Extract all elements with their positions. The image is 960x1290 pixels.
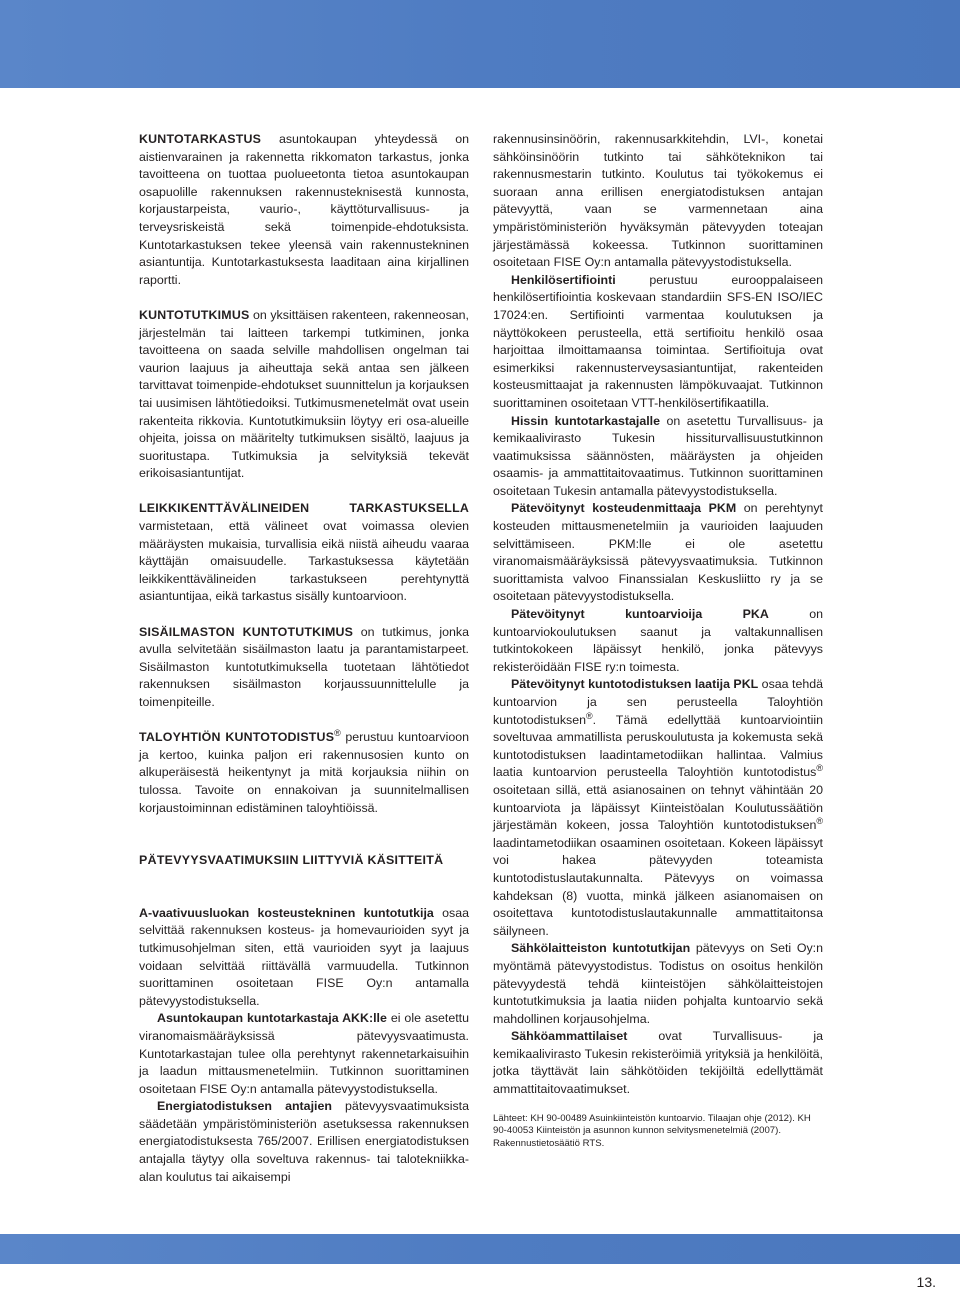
top-color-band xyxy=(0,0,960,88)
section-heading: PÄTEVYYSVAATIMUKSIIN LIITTYVIÄ KÄSITTEITÄ xyxy=(139,853,444,868)
paragraph-text: . Tämä edellyttää kuntoarviointiin soveltuvaa ammatillista peruskoulutusta ja kokemusta sekä kuntotodistuksen laadintametodiikan hallintaa. Valmius laatia kuntoarvion perusteella Taloyhtiön kuntotodistus xyxy=(493,712,823,780)
term-a-vaativuus: A-vaativuusluokan kosteustekninen kuntotutkija xyxy=(139,905,434,920)
paragraph-sisailmasto xyxy=(139,624,469,712)
right-column xyxy=(493,131,823,1151)
term-pka: Pätevöitynyt kuntoarvioija PKA xyxy=(511,607,769,622)
paragraph-text: ei ole asetettu viranomaismääräyksissä pätevyysvaatimusta. Kuntotarkastajan tulee olla perehtynyt rakennetarkaisuihin ja laadun mittausmenetelmiin. Tutkinnon suorittaminen osoitetaan FISE Oy:n antamalla pätevyystodistuksella. xyxy=(139,1011,470,1096)
paragraph-text: pätevyys on Seti Oy:n myöntämä pätevyystodistus. Todistus on osoitus henkilön pätevyydestä tehdä kiinteistöjen sähkölaitteistojen kuntotutkimuksia ja laatia niiden pohjalta kuntoarvio sekä mahdollinen korjausohjelma. xyxy=(493,941,823,1026)
paragraph-text: on perehtynyt kosteuden mittausmenetelmiin ja vaurioiden laajuuden selvittämiseen. PKM:lle ei ole asetettu viranomaismääräyksissä pätevyysvaatimuksia. Tutkinnon suorittamista valvoo Finanssialan Keskusliitto ry ja se osoitetaan pätevyystodistuksella. xyxy=(493,501,824,604)
paragraph-energiatodistus xyxy=(139,1098,469,1186)
term-kuntotutkimus: KUNTOTUTKIMUS xyxy=(139,307,250,322)
paragraph-text: osoitetaan sillä, että asianosainen on tehnyt vähintään 20 kuntoarviota ja läpäissyt Kiinteistöalan Koulutussäätiön järjestämän kokeen, jossa Taloyhtiön kuntotodistuksen xyxy=(493,782,823,833)
paragraph-text: on yksittäisen rakenteen, rakenneosan, järjestelmän tai laitteen tarkempi tutkiminen, jonka tavoitteena on saada selville mahdollisen ongelman tai vaurion laajuus ja aiheuttaja sekä antaa sen jälkeen tarvittavat toimenpide-ehdotukset suunnittelun ja korjauksen tai uusimisen lähtötiedoiksi. Tutkimusmenetelmät ovat usein rakenteita rikkovia. Kuntotutkimuksiin löytyy eri osa-alueille ohjeita, joissa on määritelty tutkimuksen sisältö, laajuus ja suoritustapa. Tutkimuksia ja selvityksiä tekevät erikoisasiantuntijat. xyxy=(139,307,469,481)
paragraph-kuntotutkimus xyxy=(139,307,469,483)
registered-mark: ® xyxy=(816,816,823,827)
paragraph-text: ovat Turvallisuus- ja kemikaalivirasto Tukesin rekisteröimiä yrityksiä ja henkilöitä, jotka täyttävät lain sähkötöiden tekijöiltä edellyttämät ammattitaitovaatimukset. xyxy=(493,1029,823,1097)
paragraph-text: osaa selvittää rakennuksen kosteus- ja homevaurioiden syyt ja tutkimusohjelman siten, että vaurioiden syyt ja laajuus voidaan selvittää riittävällä varmuudella. Tutkinnon suorittaminen osoitetaan FISE Oy:n antamalla pätevyystodistuksella. xyxy=(139,905,470,1008)
registered-mark: ® xyxy=(334,728,341,739)
term-akk: Asuntokaupan kuntotarkastaja AKK:lle xyxy=(157,1011,387,1026)
page-number: 13. xyxy=(916,1274,936,1290)
paragraph-text: on tutkimus, jonka avulla selvitetään sisäilmaston laatu ja parantamistarpeet. Sisäilmaston kuntotutkimuksella tuotetaan lähtötiedot rakennuksen sisäilmaston korjaussuunnittelulle ja toimenpiteille. xyxy=(139,624,469,709)
term-pkl: Pätevöitynyt kuntotodistuksen laatija PKL xyxy=(511,677,759,692)
paragraph-text: perustuu eurooppalaiseen henkilösertifiointia koskevaan standardiin SFS-EN ISO/IEC 17024:en. Sertifiointi varmentaa koulutuksen ja näyttökokeen perusteella, että sertifioitu henkilö osaa harjoittaa ilmoittamaansa toimintaa. Sertifioituja ovat esimerkiksi rakennusterveysasiantuntijat, rakenteiden kosteusmittaajat ja rakennusten lämpökuvaajat. Tutkinnon suorittaminen osoitetaan VTT-henkilösertifikaatilla. xyxy=(493,272,823,410)
term-henkilosertifiointi: Henkilösertifiointi xyxy=(511,272,616,287)
term-leikkikentta: LEIKKIKENTTÄVÄLINEIDEN TARKASTUKSELLA xyxy=(139,501,469,516)
paragraph-text: pätevyysvaatimuksista säädetään ympäristöministeriön asetuksessa rakennuksen energiatodistuksesta 765/2007. Erillisen energiatodistuksen antajalla täytyy olla soveltuva rakennus- tai talotekniikka-alan koulutus tai aikaisempi xyxy=(139,1099,469,1184)
paragraph-text: on asetettu Turvallisuus- ja kemikaalivirasto Tukesin hissiturvallisuustutkinnon vaatimuksissa säännösten, määräysten ja ohjeiden osaamis- ja ammattitaitovaatimus. Tutkinnon suorittaminen osoitetaan Tukesin antamalla pätevyystodistuksella. xyxy=(493,413,823,498)
paragraph-sahkolaitteisto xyxy=(493,940,823,1028)
term-kuntotarkastus: KUNTOTARKASTUS xyxy=(139,132,262,146)
paragraph-text: osaa tehdä kuntoarvion ja sen perusteella Taloyhtiön kuntotodistuksen xyxy=(493,677,824,727)
paragraph-continuation: rakennusinsinöörin, rakennusarkkitehdin, LVI-, konetai sähköinsinöörin tutkinto tai sähköteknikon tai rakennusmestarin tutkinto. Koulutus tai työkokemus ei suoraan anna erillisen energiatodistuksen antajan pätevyyttä, vaan se varmennetaan aina ympäristöministeriön hyväksymän pätevyyden toteajan järjestämässä kokeessa. Tutkinnon suorittaminen osoitetaan FISE Oy:n antamalla pätevyystodistuksella. xyxy=(493,132,823,270)
paragraph-henkilosertifiointi xyxy=(493,272,823,413)
registered-mark: ® xyxy=(816,763,823,774)
registered-mark: ® xyxy=(586,710,593,721)
term-sahkoammattilaiset: Sähköammattilaiset xyxy=(511,1029,628,1044)
paragraph-pka xyxy=(493,606,823,676)
paragraph-pkl xyxy=(493,676,823,940)
paragraph-kuntotodistus xyxy=(139,729,469,817)
paragraph-pkm xyxy=(493,500,823,606)
term-sisailmasto: SISÄILMASTON KUNTOTUTKIMUS xyxy=(139,624,354,639)
paragraph-a-vaativuus xyxy=(139,905,469,1011)
paragraph-text: laadintametodiikan osaaminen osoitetaan. Kokeen läpäissyt voi hakea pätevyyden toteamista kuntotodistuslautakunnalta. Pätevyys on voimassa kahdeksan (8) vuotta, minkä jälkeen asianomaisen on osoitettava kuntotodistuslautakunnalle ammattitaitonsa säilyneen. xyxy=(493,835,823,938)
sources-note: Lähteet: KH 90-00489 Asuinkiinteistön kuntoarvio. Tilaajan ohje (2012). KH 90-40053 Kiinteistön ja asunnon kunnon selvitysmenetelmiä (2007). Rakennustietosäätiö RTS. xyxy=(493,1112,811,1150)
paragraph-hissi xyxy=(493,413,823,501)
paragraph-text: on kuntoarviokoulutuksen saanut ja valtakunnallisen tutkintokokeen läpäissyt henkilö, jonka pätevyys rekisteröidään FISE ry:n toimesta. xyxy=(493,607,823,674)
term-hissi: Hissin kuntotarkastajalle xyxy=(511,413,661,428)
paragraph-sahkoammattilaiset xyxy=(493,1028,823,1098)
term-pkm: Pätevöitynyt kosteudenmittaaja PKM xyxy=(511,501,737,516)
paragraph-text: asuntokaupan yhteydessä on aistienvarainen ja rakennetta rikkomaton tarkastus, jonka tavoitteena on tuottaa puolueetonta tietoa asuntokaupan osapuolille rakennuksen rakennusteknisestä kunnosta, korjaustarpeista, vaurio-, käyttöturvallisuus- ja terveysriskeistä sekä toimenpide-ehdotuksista. Kuntotarkastuksen tekee yleensä vain rakennustekninen asiantuntija. Kuntotarkastuksesta laaditaan aina kirjallinen raportti. xyxy=(139,132,469,287)
paragraph-kuntotarkastus xyxy=(139,131,469,289)
paragraph-text: varmistetaan, että välineet ovat voimassa olevien määräysten mukaisia, turvallisia eikä niistä aiheudu vaaraa käyttäjän omaisuudelle. Tarkastuksessa käytetään leikkikenttävälineiden tarkastukseen perehtynyttä asiantuntijaa, eikä tarkastus sisälly kuntoarvioon. xyxy=(139,519,469,604)
term-kuntotodistus: TALOYHTIÖN KUNTOTODISTUS xyxy=(139,730,335,745)
paragraph-akk xyxy=(139,1010,469,1098)
paragraph-text: perustuu kuntoarvioon ja kertoo, kuinka paljon eri rakennusosien kunto on alkuperäisestä heikentynyt ja mitä korjauksia niihin on tulossa. Tavoite on ennakoivan ja suunnitelmallisen korjaustoiminnan edistäminen taloyhtiöissä. xyxy=(139,730,469,815)
bottom-color-band xyxy=(0,1234,960,1264)
term-sahkolaitteisto: Sähkölaitteiston kuntotutkijan xyxy=(511,941,691,956)
left-column xyxy=(139,131,469,1186)
term-energiatodistus: Energiatodistuksen antajien xyxy=(157,1099,332,1114)
paragraph-leikkikentta xyxy=(139,500,469,606)
